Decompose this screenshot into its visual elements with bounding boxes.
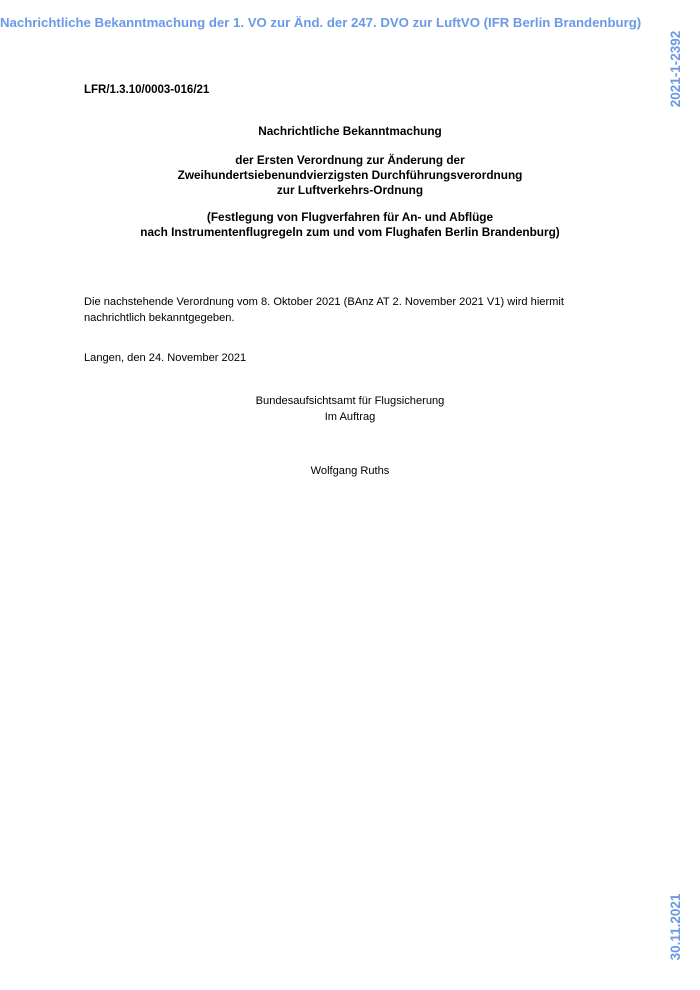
authority-name: Bundesaufsichtsamt für Flugsicherung xyxy=(255,395,445,407)
scope-line-2: nach Instrumentenflugregeln zum und vom Flughafen Berlin Brandenburg) xyxy=(140,225,560,239)
body-paragraph: Die nachstehende Verordnung vom 8. Oktober 2021 (BAnz AT 2. November 2021 V1) wird hiermit nachrichtlich bekanntgegeben. xyxy=(84,296,564,324)
document-number-label: 2021-1-2392 xyxy=(668,30,683,108)
on-behalf-line: Im Auftrag xyxy=(324,410,376,423)
document-scope xyxy=(0,210,700,240)
signatory-name: Wolfgang Ruths xyxy=(310,465,390,477)
subtitle-line-2: Zweihundertsiebenundvierzigsten Durchführungsverordnung xyxy=(177,168,523,182)
publication-date-label: 30.11.2021 xyxy=(668,893,683,961)
subtitle-line-3: zur Luftverkehrs-Ordnung xyxy=(276,183,424,197)
scope-line-1: (Festlegung von Flugverfahren für An- und Abflüge xyxy=(206,210,494,224)
place-date: Langen, den 24. November 2021 xyxy=(84,352,247,364)
document-title xyxy=(0,124,700,139)
signature-authority xyxy=(0,394,700,425)
header-title: Nachrichtliche Bekanntmachung der 1. VO zur Änd. der 247. DVO zur LuftVO (IFR Berlin Brandenburg) xyxy=(0,15,642,30)
document-subtitle xyxy=(0,153,700,198)
title-line: Nachrichtliche Bekanntmachung xyxy=(258,124,442,138)
reference-number: LFR/1.3.10/0003-016/21 xyxy=(84,84,210,96)
subtitle-line-1: der Ersten Verordnung zur Änderung der xyxy=(235,153,465,167)
